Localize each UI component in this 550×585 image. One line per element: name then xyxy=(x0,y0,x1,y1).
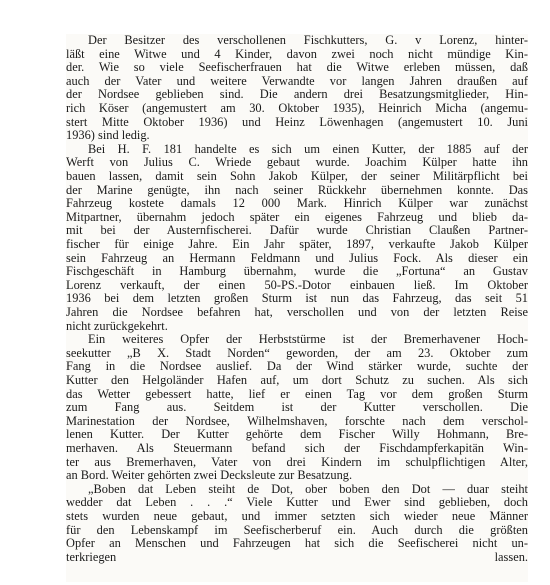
text-line: sein Fahrzeug an Hermann Feldmann und Julius Fock. Als dieser ein xyxy=(66,251,528,265)
text-line: an Bord. Weiter gehörten zwei Decksleute zur Besatzung. xyxy=(66,469,353,483)
text-line: rich Köser (angemustert am 30. Oktober 1935), Heinrich Micha (angemu- xyxy=(66,102,528,115)
text-line: der. Wie so viele Seefischerfrauen hat die Witwe erleben müssen, daß xyxy=(66,61,528,75)
text-line: Opfer an Menschen und Fahrzeugen hat sich die Seefischerei nicht un- xyxy=(66,537,528,551)
text-line: bauen lassen, damit sein Sohn Jakob Külper, der seiner Militärpflicht bei xyxy=(66,170,528,183)
text-line: zum Fang aus. Seitdem ist der Kutter verschollen. Die xyxy=(66,401,528,415)
text-line: Der Besitzer des verschollenen Fischkutters, G. v Lorenz, hinter- xyxy=(88,34,528,47)
text-line: Fischgeschäft in Hamburg übernahm, wurde die „Fortuna“ an Gustav xyxy=(66,265,528,279)
text-line: fischer für einige Jahre. Ein Jahr später, 1897, verkaufte Jakob Külper xyxy=(66,238,528,251)
text-line: seekutter „B X. Stadt Norden“ geworden, der am 23. Oktober zum xyxy=(66,346,528,360)
text-line: Marinestation der Nordsee, Wilhelmshaven, forschte nach dem verschol- xyxy=(66,414,528,428)
text-line: der Marine genügte, ihn nach seiner Rückkehr übernehmen konnte. Das xyxy=(66,183,528,197)
text-line: terkriegen lassen. xyxy=(66,550,528,564)
text-line: Fahrzeug kostete damals 12 000 Mark. Hinrich Külper war zunächst xyxy=(66,197,528,211)
text-line: das Wetter gebessert hatte, lief er einen Tag vor dem großen Sturm xyxy=(66,387,528,401)
text-line: läßt eine Witwe und 4 Kinder, davon zwei noch nicht mündige Kin- xyxy=(66,47,528,61)
text-line: Kutter den Helgoländer Hafen auf, um dort Schutz zu suchen. Als sich xyxy=(66,374,528,387)
text-line: Ein weiteres Opfer der Herbststürme ist der Bremerhavener Hoch- xyxy=(88,333,528,347)
text-line: mit bei der Austernfischerei. Dafür wurde Christian Claußen Partner- xyxy=(66,224,528,238)
text-line: 1936) sind ledig. xyxy=(66,129,150,143)
text-line: Bei H. F. 181 handelte es sich um einen Kutter, der 1885 auf der xyxy=(88,142,528,156)
text-line: merhaven. Als Steuermann befand sich der Fischdampferkapitän Win- xyxy=(66,442,528,455)
text-line: nicht zurückgekehrt. xyxy=(66,319,168,333)
text-line: Fang in die Nordsee auslief. Da der Wind stärker wurde, suchte der xyxy=(66,360,528,374)
text-line: stets wurden neue gebaut, und immer setzten sich wieder neue Männer xyxy=(66,510,528,523)
text-line: ter aus Bremerhaven, Vater von drei Kindern im schulpflichtigen Alter, xyxy=(66,455,528,469)
text-line: 1936 bei dem letzten großen Sturm ist nun das Fahrzeug, das seit 51 xyxy=(66,292,528,306)
text-line: stert Mitte Oktober 1936) und Heinz Löwenhagen (angemustert 10. Juni xyxy=(66,115,528,129)
text-line: auch der Vater und weitere Verwandte vor langen Jahren draußen auf xyxy=(66,74,528,88)
text-line: Lorenz verkauft, der einen 50-PS.-Dotor einbauen ließ. Im Oktober xyxy=(66,278,528,292)
text-line: lenen Kutter. Der Kutter gehörte dem Fischer Willy Hohmann, Bre- xyxy=(66,428,528,442)
document-page xyxy=(66,34,528,582)
text-line: „Boben dat Leben steiht de Dot, ober boben den Dot — duar steiht xyxy=(88,482,528,496)
text-line: der Nordsee geblieben sind. Die andern drei Besatzungsmitglieder, Hin- xyxy=(66,88,528,102)
text-line: wedder dat Leben . . .“ Viele Kutter und Ewer sind geblieben, doch xyxy=(66,496,528,510)
text-line: Mitpartner, übernahm jedoch später ein eigenes Fahrzeug und blieb da- xyxy=(66,210,528,224)
text-line: für den Lebenskampf im Seefischerberuf ein. Auch durch die größten xyxy=(66,523,528,537)
text-line: Jahren die Nordsee befahren hat, verschollen und von der letzten Reise xyxy=(66,306,528,319)
text-line: Werft von Julius C. Wriede gebaut wurde. Joachim Külper hatte ihn xyxy=(66,156,528,170)
